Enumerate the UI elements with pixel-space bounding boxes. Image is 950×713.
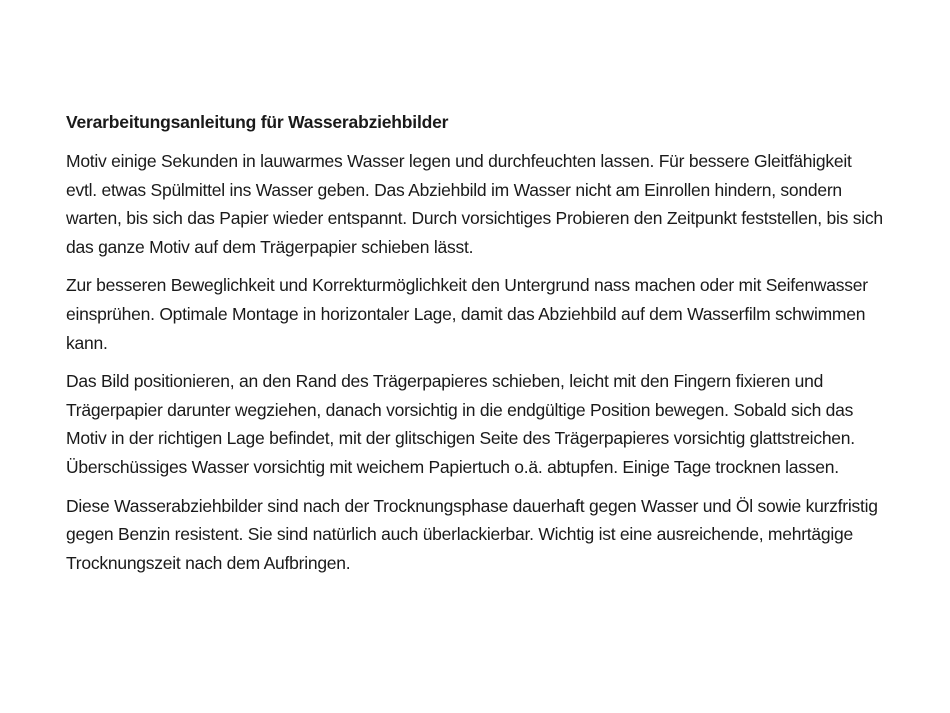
document-title: Verarbeitungsanleitung für Wasserabziehbilder (66, 112, 449, 132)
paragraph-surface-preparation: Zur besseren Beweglichkeit und Korrekturmöglichkeit den Untergrund nass machen oder mit Seifenwasser einsprühen. Optimale Montage in horizontaler Lage, damit das Abziehbild auf dem Wasserfilm schwimmen kann. (66, 275, 868, 353)
paragraph-soaking-instructions: Motiv einige Sekunden in lauwarmes Wasser legen und durchfeuchten lassen. Für bessere Gleitfähigkeit evtl. etwas Spülmittel ins Wasser geben. Das Abziehbild im Wasser nicht am Einrollen hindern, sondern warten, bis sich das Papier wieder entspannt. Durch vorsichtiges Probieren den Zeitpunkt feststellen, bis sich das ganze Motiv auf dem Trägerpapier schieben lässt. (66, 151, 883, 257)
paragraph-drying-resistance-notes: Diese Wasserabziehbilder sind nach der Trocknungsphase dauerhaft gegen Wasser und Öl sowie kurzfristig gegen Benzin resistent. Sie sind natürlich auch überlackierbar. Wichtig ist eine ausreichende, mehrtägige Trocknungszeit nach dem Aufbringen. (66, 495, 878, 573)
paragraph-positioning-instructions: Das Bild positionieren, an den Rand des Trägerpapieres schieben, leicht mit den Fingern fixieren und Trägerpapier darunter wegziehen, danach vorsichtig in die endgültige Position bewegen. Sobald sich das Motiv in der richtigen Lage befindet, mit der glitschigen Seite des Trägerpapieres vorsichtig glattstreichen. Überschüssiges Wasser vorsichtig mit weichem Papiertuch o.ä. abtupfen. Einige Tage trocknen lassen. (66, 371, 855, 477)
document-content (66, 108, 884, 587)
